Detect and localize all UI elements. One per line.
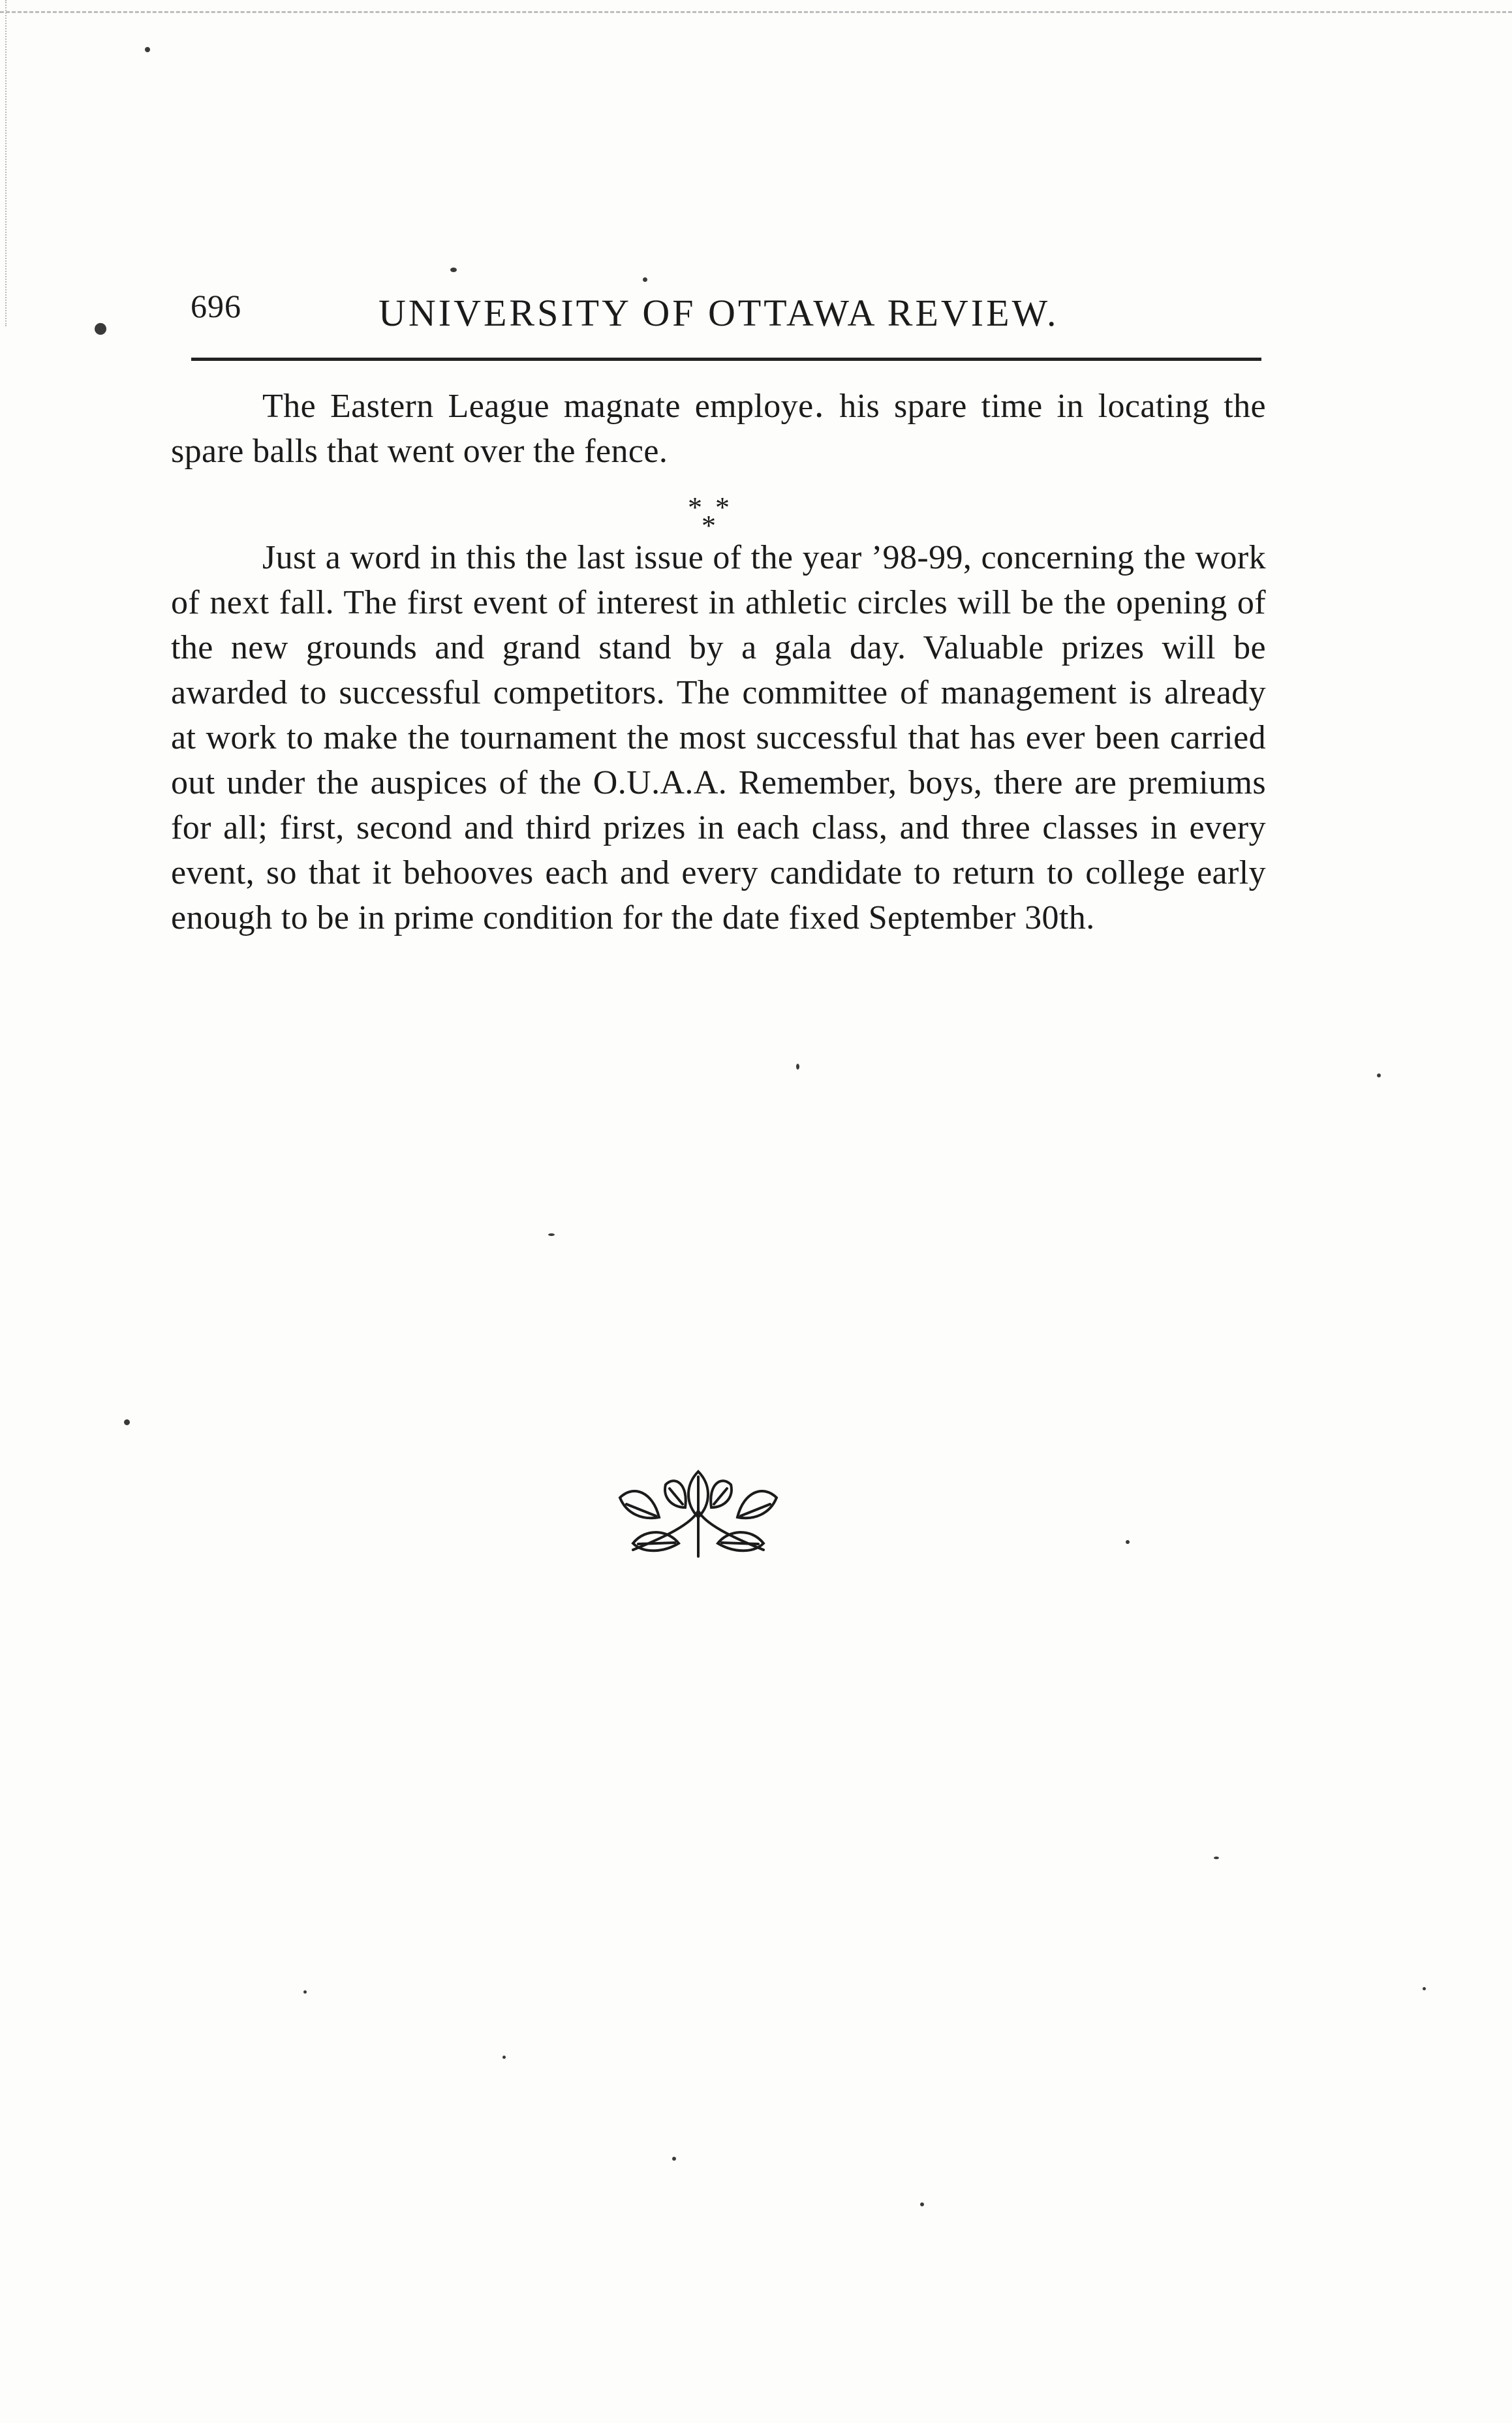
scan-left-edge	[0, 0, 7, 326]
running-title: UNIVERSITY OF OTTAWA REVIEW.	[378, 292, 1059, 334]
scan-speck	[1377, 1073, 1381, 1077]
scan-speck	[450, 268, 457, 272]
paragraph-athletics-announcement: Just a word in this the last issue of the year ’98-99, concerning the work of next fall. The first event of interest in athletic circles will be the opening of the new grounds and grand stand by a gala day. Valuable prizes will be awarded to successful competitors. The committee of management is already at work to make the tournament the most successful that has ever been carried out under the auspices of the O.U.A.A. Remember, boys, there are premiums for all; first, second and third prizes in each class, and three classes in every event, so that it behooves each and every candidate to return to college early enough to be in prime condition for the date fixed September 30th.	[171, 539, 1266, 936]
asterism-star: *	[715, 491, 730, 523]
scan-speck	[1126, 1540, 1130, 1544]
scan-speck	[145, 47, 150, 52]
scan-speck	[796, 1064, 799, 1070]
scan-speck	[502, 2056, 506, 2059]
asterism-star: *	[688, 491, 702, 523]
scan-speck	[1214, 1857, 1219, 1859]
scan-speck	[920, 2202, 924, 2206]
scan-speck	[1423, 1987, 1426, 1990]
scan-speck	[672, 2157, 676, 2161]
page-number: 696	[191, 288, 241, 324]
header-rule	[191, 358, 1261, 361]
page-header	[189, 281, 1259, 346]
scan-speck	[124, 1419, 130, 1425]
asterism-divider	[679, 491, 757, 542]
scan-speck	[95, 323, 106, 335]
scan-edge	[0, 0, 1512, 13]
asterism-star: *	[702, 510, 716, 542]
scan-speck	[548, 1233, 555, 1236]
scan-speck	[643, 277, 647, 282]
paragraph-eastern-league: The Eastern League magnate employe․ his spare time in locating the spare balls that went over the fence.	[171, 388, 1266, 470]
scan-speck	[303, 1990, 307, 1994]
laurel-sprig-icon	[607, 1458, 790, 1563]
